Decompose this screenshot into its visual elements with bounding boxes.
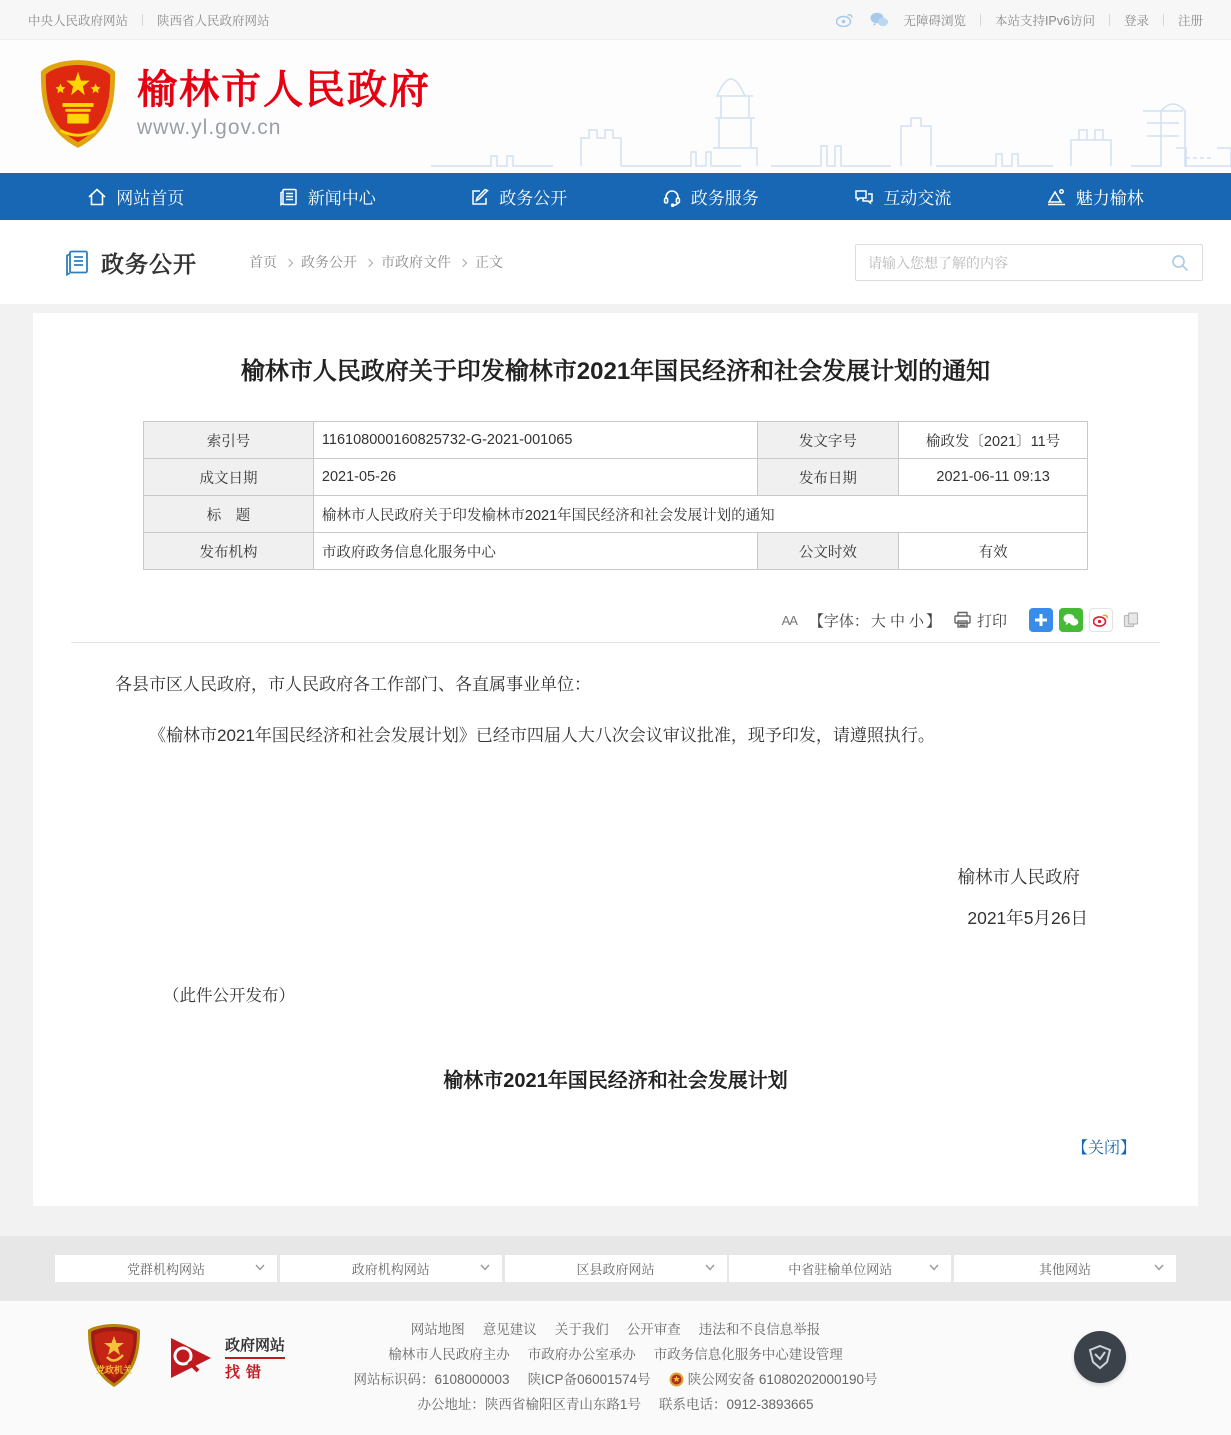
doc-no-value: 榆政发〔2021〕11号 [899,422,1088,459]
site-header [0,40,1231,173]
font-size-large[interactable]: 大 [870,612,886,630]
zhaocuo-line1: 政府网站 [225,1334,285,1359]
nav-label: 网站首页 [116,189,185,208]
share-icons [1029,608,1143,632]
nav-interaction[interactable] [853,184,951,209]
shaanxi-gov-link[interactable]: 陕西省人民政府网站 [157,13,270,28]
font-resize-icon[interactable]: AA [781,612,797,628]
contact-phone: 联系电话：0912-3893665 [658,1397,814,1412]
breadcrumb [249,252,503,272]
font-size-control [809,610,941,631]
org-label: 发布机构 [144,533,314,570]
font-size-small[interactable]: 小 [908,612,924,630]
scenery-icon [1046,187,1067,207]
chat-icon [853,187,874,207]
nav-charm-yulin[interactable] [1046,184,1144,209]
breadcrumb-current: 正文 [475,254,503,270]
zhaocuo-line2: 找错 [225,1363,268,1381]
close-row [33,1135,1198,1158]
chevron-down-icon [929,1264,939,1271]
footer [0,1301,1231,1435]
article-title: 榆林市人民政府关于印发榆林市2021年国民经济和社会发展计划的通知 [240,358,991,385]
font-size-suffix: 】 [925,612,941,630]
nav-home[interactable] [87,184,184,209]
city-skyline-illustration [431,48,1231,173]
public-release-note: （此件公开发布） [163,987,295,1005]
footer-link-about[interactable]: 关于我们 [554,1322,609,1337]
ipv6-link[interactable]: 本站支持IPv6访问 [994,13,1095,28]
article-container [33,313,1198,1206]
table-row [144,496,1088,533]
select-label: 其他网站 [1038,1262,1091,1277]
organizer-undertaker: 市政府办公室承办 [527,1347,636,1362]
select-party-sites[interactable] [55,1255,277,1282]
chevron-right-icon [285,258,293,266]
search-icon[interactable] [1170,253,1190,273]
print-button[interactable] [953,610,1007,631]
font-size-prefix: 【字体： [808,612,869,630]
divider [980,14,981,26]
org-value: 市政府政务信息化服务中心 [313,533,757,570]
nav-services[interactable] [662,184,759,209]
party-gov-badge[interactable] [85,1323,143,1392]
footer-link-report[interactable]: 违法和不良信息举报 [698,1322,821,1337]
breadcrumb-row [0,220,1231,304]
document-meta-table [143,421,1088,570]
footer-link-sitemap[interactable]: 网站地图 [410,1322,465,1337]
table-row [144,533,1088,570]
police-record-number[interactable]: 陕公网安备 61080202000190号 [687,1372,878,1387]
nav-gov-open[interactable] [470,184,567,209]
edit-icon [470,187,490,207]
login-link[interactable]: 登录 [1123,13,1149,28]
footer-info [306,1317,926,1417]
share-more-icon[interactable] [1029,608,1053,632]
select-stationed-units[interactable] [729,1255,951,1282]
print-label: 打印 [976,612,1007,630]
police-badge-icon [669,1372,684,1387]
divider [71,642,1160,643]
footer-link-feedback[interactable]: 意见建议 [482,1322,537,1337]
article-body [33,671,1198,749]
paragraph: 《榆林市2021年国民经济和社会发展计划》已经市四届人大八次会议审议批准，现予印发，请遵照执行。 [149,726,935,745]
printer-icon [953,611,972,629]
select-label: 政府机构网站 [351,1262,430,1277]
index-label: 索引号 [144,422,314,459]
svg-text:党政机关: 党政机关 [95,1365,133,1375]
close-button[interactable]: 【关闭】 [1071,1140,1136,1157]
security-shield-badge[interactable] [1074,1331,1126,1383]
divider [1163,14,1164,26]
share-wechat-icon[interactable] [1059,608,1083,632]
validity-label: 公文时效 [757,533,899,570]
paragraph: 各县市区人民政府，市人民政府各工作部门、各直属事业单位： [115,675,591,694]
share-weibo-icon[interactable] [1089,608,1113,632]
site-title: 榆林市人民政府 [137,68,431,112]
footer-link-review[interactable]: 公开审查 [626,1322,681,1337]
chevron-right-icon [365,258,373,266]
signature-org: 榆林市人民政府 [957,867,1080,887]
article-toolbar [33,608,1143,632]
doc-no-label: 发文字号 [757,422,899,459]
icp-number[interactable]: 陕ICP备06001574号 [527,1372,651,1387]
weibo-icon[interactable] [835,12,855,28]
title-value: 榆林市人民政府关于印发榆林市2021年国民经济和社会发展计划的通知 [313,496,1087,533]
font-size-medium[interactable]: 中 [889,612,905,630]
table-row [144,422,1088,459]
index-value: 116108000160825732-G-2021-001065 [313,422,757,459]
validity-value: 有效 [899,533,1088,570]
divider [1109,14,1110,26]
nav-news[interactable] [279,184,376,209]
top-utility-bar [0,0,1231,40]
nav-label: 魅力榆林 [1075,189,1144,208]
site-error-report-badge[interactable] [165,1332,285,1384]
organizer-host: 榆林市人民政府主办 [388,1347,510,1362]
publish-date-value: 2021-06-11 09:13 [899,459,1088,496]
select-label: 中省驻榆单位网站 [788,1262,893,1277]
signature-date: 2021年5月26日 [967,908,1088,928]
select-label: 党群机构网站 [126,1262,205,1277]
main-nav [0,173,1231,220]
breadcrumb-city-docs[interactable]: 市政府文件 [381,254,451,270]
section-title: 政务公开 [101,250,197,277]
table-row [144,459,1088,496]
headset-icon [662,187,682,207]
news-icon [279,187,299,207]
nav-label: 新闻中心 [307,189,376,208]
central-gov-link[interactable]: 中央人民政府网站 [28,13,129,28]
chevron-down-icon [705,1264,715,1271]
written-date-value: 2021-05-26 [313,459,757,496]
chevron-down-icon [255,1264,265,1271]
breadcrumb-home[interactable]: 首页 [249,254,277,270]
nav-label: 政务公开 [499,189,568,208]
nav-label: 政务服务 [690,189,759,208]
wechat-icon[interactable] [869,12,889,28]
select-label: 区县政府网站 [576,1262,655,1277]
search-box [855,244,1203,281]
national-emblem-icon [37,58,119,150]
chevron-down-icon [1154,1264,1164,1271]
chevron-down-icon [480,1264,490,1271]
site-code: 网站标识码：6108000003 [353,1372,510,1387]
copy-link-icon[interactable] [1119,608,1143,632]
attachment-title: 榆林市2021年国民经济和社会发展计划 [443,1070,788,1092]
office-address: 办公地址：陕西省榆阳区青山东路1号 [417,1397,641,1412]
accessibility-link[interactable]: 无障碍浏览 [903,13,966,28]
search-input[interactable] [868,255,1170,271]
divider [142,14,143,26]
home-icon [87,187,107,207]
site-url: www.yl.gov.cn [137,116,282,139]
title-label: 标 题 [144,496,314,533]
nav-label: 互动交流 [883,189,952,208]
select-county-sites[interactable] [505,1255,727,1282]
register-link[interactable]: 注册 [1177,13,1203,28]
document-icon [63,248,91,276]
select-other-sites[interactable] [954,1255,1176,1282]
chevron-right-icon [459,258,467,266]
site-logo[interactable] [37,58,431,150]
breadcrumb-gov-open[interactable]: 政务公开 [301,254,357,270]
publish-date-label: 发布日期 [757,459,899,496]
select-gov-sites[interactable] [280,1255,502,1282]
magnifier-flag-icon [165,1332,217,1384]
page-body [0,304,1231,1206]
organizer-builder: 市政务信息化服务中心建设管理 [653,1347,843,1362]
link-groups-strip [0,1236,1231,1301]
shield-icon [1087,1344,1113,1370]
written-date-label: 成文日期 [144,459,314,496]
